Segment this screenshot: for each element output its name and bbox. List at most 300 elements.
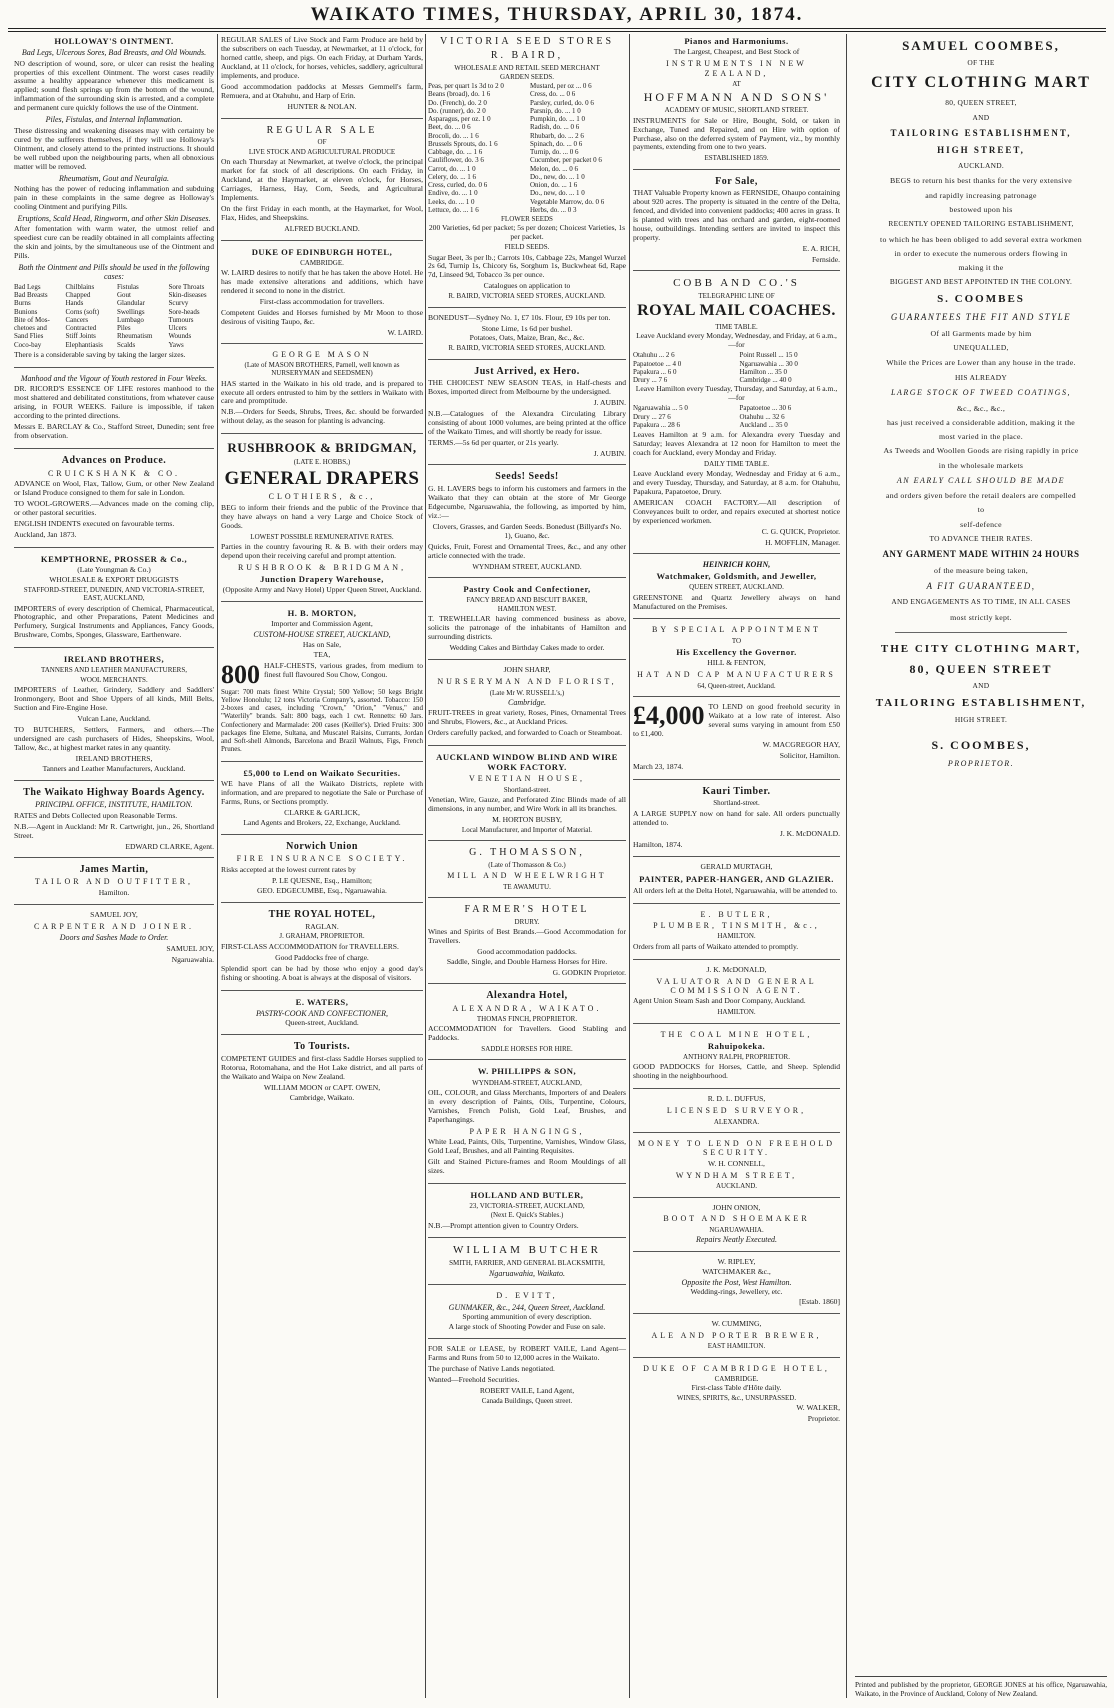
ad-signature: CLARKE & GARLICK, [284, 807, 360, 817]
ad-title: BY SPECIAL APPOINTMENT [652, 625, 821, 635]
ad-date: Auckland, Jan 1873. [14, 530, 77, 540]
ad-body: First-class Table d'Hôte daily. [691, 1383, 782, 1393]
ad-body: First-class accommodation for travellers. [259, 296, 385, 306]
price-item: Cauliflower, do. 3 6 [428, 156, 484, 165]
ad-address: Shortland-street. [503, 785, 551, 794]
list-item: Corns (soft) [65, 307, 100, 316]
ad-subhead: Piles, Fistulas, and Internal Inflammation. [45, 115, 183, 125]
ad-line: bestowed upon his [949, 204, 1013, 214]
ad-title: For Sale, [715, 175, 758, 187]
ad-title: The Waikato Highway Boards Agency. [23, 786, 205, 798]
ad-subtitle: TAILOR AND OUTFITTER, [34, 877, 194, 887]
ad-title: Alexandra Hotel, [486, 989, 568, 1001]
ad-body: Messrs E. BARCLAY & Co., Stafford Street, Dunedin; sent free from observation. [14, 422, 214, 441]
price-item: Radish, do. ... 0 6 [530, 123, 580, 132]
ad-subtitle: Bad Legs, Ulcerous Sores, Bad Breasts, and Old Wounds. [21, 48, 207, 58]
ad-signature: ALFRED BUCKLAND. [284, 223, 360, 233]
ad-title: Kauri Timber. [702, 785, 771, 797]
ad-body: White Lead, Paints, Oils, Turpentine, Varnishes, Window Glass, Gold Leaf, Brushes, and all Painting Requisites. [428, 1137, 626, 1156]
ad-body: After fomentation with warm water, the utmost relief and speediest cure can be readily obtained in all complaints affecting the skin and joints, by the simultaneous use of the Ointment and Pills. [14, 224, 214, 261]
price-item: Parsley, curled, do. 0 6 [530, 98, 594, 107]
column-rule [629, 34, 630, 1698]
list-item: Bad Breasts [14, 291, 48, 300]
ad-address: ACADEMY OF MUSIC, SHORTLAND STREET. [664, 106, 809, 115]
ad-subtitle: SMITH, FARRIER, AND GENERAL BLACKSMITH, [449, 1259, 605, 1268]
duke-cambridge-ad [633, 1364, 840, 1430]
price-item: Endive, do. ... 1 0 [428, 189, 478, 198]
ad-signature: ROBERT VAILE, Land Agent, [479, 1385, 575, 1395]
mason-ad [221, 350, 423, 435]
price-item: Do., new, do. ... 1 0 [530, 189, 585, 198]
ad-line: AND ENGAGEMENTS AS TO TIME, IN ALL CASES [891, 596, 1071, 606]
ad-body: DR. RICORD'S ESSENCE OF LIFE restores manhood to the most shattered and debilitated constitutions, from whatever cause arising, in FOUR WEEKS. Failure is impossible, if taken according to the printed directions. [14, 384, 214, 421]
ad-line: &c., &c., &c., [956, 403, 1006, 413]
masthead-rule-bottom [8, 31, 1106, 32]
ad-signature: R. BAIRD, VICTORIA SEED STORES, AUCKLAND. [448, 292, 606, 301]
norwich-ad [221, 841, 423, 903]
list-item: Tumours [168, 315, 194, 324]
ad-footer: There is a considerable saving by taking the larger sizes. [14, 349, 186, 359]
victoria-seed-ad [428, 36, 626, 308]
list-item: Piles [117, 324, 131, 333]
ad-headline: GUARANTEES THE FIT AND STYLE [890, 311, 1072, 322]
ad-body: Good accommodation paddocks. [477, 946, 577, 956]
ad-subtitle: (Late of MASON BROTHERS, Parnell, well known as NURSERYMAN and SEEDSMEN) [244, 361, 400, 378]
ad-subtitle: LIVE STOCK AND AGRICULTURAL PRODUCE [248, 147, 396, 156]
ad-title: Advances on Produce. [61, 455, 167, 467]
ad-body: A large stock of Shooting Powder and Fuse on sale. [448, 1321, 606, 1331]
ad-body: Saddle, Single, and Double Harness Horses for Hire. [446, 956, 608, 966]
ad-subtitle: NURSERYMAN AND FLORIST, [437, 677, 617, 687]
ad-headline: HOFFMANN AND SONS' [643, 90, 830, 105]
price-item: Parsnip, do. ... 1 0 [530, 106, 581, 115]
column-3 [428, 34, 626, 1698]
ireland-ad [14, 654, 214, 780]
list-item: Lumbago [117, 315, 144, 324]
ad-title: AUCKLAND WINDOW BLIND AND WIRE WORK FACTORY. [436, 752, 618, 773]
ad-address: 80, QUEEN STREET [909, 661, 1053, 676]
ad-signature: J. K. McDONALD. [779, 828, 840, 838]
ad-name: S. COOMBES [937, 292, 1025, 305]
ad-body: Good accommodation paddocks at Messrs Gemmell's farm, Remuera, and at Otahuhu, and Harp of Erin. [221, 81, 423, 100]
ad-subtitle: FIRE INSURANCE SOCIETY. [236, 854, 408, 864]
ad-subtitle: (Late of Thomasson & Co.) [488, 861, 566, 870]
ad-body: BEG to inform their friends and the public of the Province that they have always on hand a very Large and Choice Stock of Goods. [221, 502, 423, 530]
bonedust-ad [428, 314, 626, 360]
ad-body: THAT Valuable Property known as FERNSIDE, Ohaupo containing about 920 acres. The property is situated in the centre of the Delta, fenced, and divided into convenient paddocks; 400 acres in grass. It is planted with trees and has orchard and garden, eight-roomed house, outbuildings. Intending settlers are invited to inspect this property. [633, 188, 840, 243]
ad-subtitle: (LATE E. HOBBS,) [293, 457, 351, 466]
ad-town: EAST HAMILTON. [707, 1342, 766, 1351]
ad-address: QUEEN STREET, AUCKLAND. [689, 583, 784, 592]
price-item: Cress, do. ... 0 6 [530, 90, 576, 99]
ad-headline: A FIT GUARANTEED, [926, 581, 1036, 592]
ad-address: WYNDHAM-STREET, AUCKLAND, [472, 1078, 582, 1087]
fare-item: Otahuhu ... 32 6 [739, 412, 785, 421]
ad-body: These distressing and weakening diseases may with certainty be cured by the sufferers themselves, if they will use Holloway's Ointment, and closely attend to the printed instructions. It should be well rubbed upon the neighbouring parts, when all obnoxious matter will be removed. [14, 125, 214, 171]
ad-town: Ngaruawahia, Waikato. [489, 1268, 565, 1278]
ad-address: WYNDHAM STREET, [675, 1170, 798, 1180]
price-item: Leeks, do. ... 1 0 [428, 197, 475, 206]
fare-table [633, 351, 840, 384]
ad-title: VICTORIA SEED STORES [439, 36, 615, 47]
ad-body: Orders from all parts of Waikato attended to promptly. [633, 941, 799, 951]
ad-signature: P. LE QUESNE, Esq., Hamilton; [272, 875, 372, 885]
ad-title: E. WATERS, [295, 996, 349, 1007]
ad-title: HOLLAND AND BUTLER, [470, 1189, 584, 1200]
hill-fenton-ad [633, 625, 840, 696]
ad-signature: M. HORTON BUSBY, [492, 815, 562, 825]
ad-body: Nothing has the power of reducing inflammation and subduing pain in these complaints in the same degree as Holloway's cooling Ointment and purifying Pills. [14, 183, 214, 211]
ad-signature: E. A. RICH, [802, 244, 840, 254]
ad-body: Catalogues on application to [483, 281, 571, 291]
list-item: Ulcers [168, 324, 187, 333]
list-item: Glandular [117, 299, 145, 308]
ad-town: HAMILTON. [717, 1008, 756, 1017]
ad-title: RUSHBROOK & BRIDGMAN, [237, 562, 407, 572]
price-item: Cucumber, per packet 0 6 [530, 156, 602, 165]
ad-body: GREENSTONE and Quartz Jewellery always on hand Manufactured on the Premises. [633, 592, 840, 611]
ad-title: PAPER HANGINGS, [469, 1126, 585, 1136]
lend-4000-ad [633, 700, 840, 780]
ad-signature: HUNTER & NOLAN. [287, 101, 357, 111]
ad-subtitle: Watchmaker, Goldsmith, and Jeweller, [656, 571, 817, 582]
fare-item: Point Russell ... 15 0 [739, 351, 798, 360]
cumming-ad [633, 1320, 840, 1358]
price-item: Melon, do. ... 0 6 [530, 164, 579, 173]
ad-line: most strictly kept. [950, 612, 1012, 622]
list-item: Burns [14, 299, 31, 308]
coal-mine-hotel-ad [633, 1030, 840, 1090]
ad-signature: IRELAND BROTHERS, [75, 753, 153, 763]
ad-line: and rapidly increasing patronage [925, 190, 1037, 200]
ad-town: TE AWAMUTU. [503, 882, 551, 891]
ad-number: 800 [221, 659, 260, 689]
divider [895, 632, 1067, 633]
ad-subtitle: DAILY TIME TABLE. [704, 459, 769, 468]
ad-title: W. CUMMING, [711, 1318, 762, 1328]
ad-subtitle: (Next E. Quick's Stables.) [490, 1211, 564, 1220]
ad-body: LOWEST POSSIBLE REMUNERATIVE RATES. [250, 532, 394, 541]
price-item: Peas, per quart 1s 3d to 2 0 [428, 82, 504, 91]
ad-body: Stone Lime, 1s 6d per bushel. [481, 323, 573, 333]
ad-town: Hamilton. [98, 887, 130, 897]
ad-proprietor: J. GRAHAM, PROPRIETOR. [279, 932, 365, 941]
ad-body: WE have Plans of all the Waikato Districts, replete with information, and are prepared to negotiate the Sale or Purchase of Farms, Runs, or Sections promptly. [221, 778, 423, 806]
ad-line: and orders given before the retail dealers are compelled [886, 491, 1076, 501]
ad-body: Venetian, Wire, Gauze, and Perforated Zinc Blinds made of all dimensions, in any number, and Wire Work in all its branches. [428, 795, 626, 814]
ad-body: BOOT AND SHOEMAKER [663, 1214, 810, 1224]
ad-subtitle: Junction Drapery Warehouse, [260, 574, 384, 585]
ad-subtitle: WHOLESALE & EXPORT DRUGGISTS [49, 575, 179, 585]
ad-body: Agent Union Steam Sash and Door Company, Auckland. [633, 996, 806, 1006]
ad-body: GOOD PADDOCKS for Horses, Cattle, and Sheep. Splendid shooting in the neighbourhood. [633, 1062, 840, 1081]
ad-subtitle: TO [731, 636, 742, 645]
fare-table [633, 404, 840, 429]
ad-body: ACCOMMODATION for Travellers. Good Stabling and Paddocks. [428, 1024, 626, 1043]
ad-title: R. D. L. DUFFUS, [707, 1094, 766, 1104]
list-item: Fistulas [117, 282, 139, 291]
cobb-coaches-ad [633, 277, 840, 554]
ad-title: WILLIAM BUTCHER [453, 1244, 601, 1257]
kauri-timber-ad [633, 786, 840, 858]
ad-body: N.B.—Orders for Seeds, Shrubs, Trees, &c. should be forwarded without delay, as the season for planting is advancing. [221, 407, 423, 426]
ad-headline: LARGE STOCK OF TWEED COATINGS, [891, 388, 1071, 398]
ad-headline: GENERAL DRAPERS [224, 467, 420, 489]
ad-body: LICENSED SURVEYOR, [666, 1106, 807, 1116]
ad-signature: EDWARD CLARKE, Agent. [125, 841, 214, 851]
price-item: Lettuce, do. ... 1 6 [428, 205, 479, 214]
column-1 [14, 34, 214, 1698]
ad-address: WYNDHAM STREET, AUCKLAND. [472, 562, 582, 571]
ad-subtitle: WOOL MERCHANTS. [80, 675, 148, 684]
ailment-list [14, 283, 214, 349]
price-item: Cabbage, do. ... 1 6 [428, 148, 483, 157]
morton-ad [221, 608, 423, 761]
column-rule [217, 34, 218, 1698]
ad-body: All orders left at the Delta Hotel, Ngaruawahia, will be attended to. [633, 885, 838, 895]
ad-subtitle: GUNMAKER, &c., 244, Queen Street, Auckland. [448, 1302, 606, 1312]
ad-body: Orders carefully packed, and forwarded to Coach or Steamboat. [428, 728, 622, 738]
ad-title: £5,000 to Lend on Waikato Securities. [243, 767, 401, 778]
ad-body: Leave Auckland every Monday, Wednesday, and Friday, at 6 a.m.,—for [636, 331, 837, 350]
ad-line: As Tweeds and Woollen Goods are rising rapidly in price [883, 446, 1079, 456]
price-item: Cress, curled, do. 0 6 [428, 181, 488, 190]
ad-title: H. B. MORTON, [287, 608, 357, 619]
ad-body: IMPORTERS of Leather, Grindery, Saddlery and Saddlers' Ironmongery, Boot and Shoe Uppers of all kinds, Mill Belts, Suction and Fire-Engine Hose. [14, 684, 214, 712]
ad-body: Parties in the country favouring R. & B. with their orders may depend upon their receiving careful and prompt attention. [221, 541, 423, 560]
ad-title: DUKE OF CAMBRIDGE HOTEL, [643, 1363, 830, 1373]
fare-item: Cambridge ... 40 0 [739, 376, 792, 385]
thomasson-ad [428, 847, 626, 898]
ad-body: REGULAR SALES of Live Stock and Farm Produce are held by the subscribers on each Tuesday, at Newmarket, at 11 o'clock, for horned cattle, sheep, and pigs. On each Friday, at Durham Yards, Auckland, at 11 o'clock, for horses, vehicles, saddlery, agricultural implements, and produce. [221, 35, 423, 80]
ad-amount: £4,000 [633, 700, 705, 730]
price-item: Do. (runner), do. 2 0 [428, 106, 486, 115]
alexandra-hotel-ad [428, 990, 626, 1061]
ad-name: S. COOMBES, [931, 738, 1031, 753]
fare-item: Auckland ... 35 0 [739, 420, 788, 429]
sales-ad [221, 36, 423, 119]
ad-line: While the Prices are Lower than any house in the trade. [886, 358, 1076, 368]
ad-line: UNEQUALLED, [953, 342, 1009, 352]
fare-item: Hamilton ... 35 0 [739, 367, 787, 376]
price-item: Vegetable Marrow, do. 0 6 [530, 197, 605, 206]
ad-subtitle: TIME TABLE. [715, 323, 758, 332]
ad-title: J. K. McDONALD, [706, 964, 767, 974]
ad-body: N.B.—Catalogues of the Alexandra Circulating Library consisting of about 1000 volumes, are being printed at the office of the Waikato Times, and will shortly be ready for issue. [428, 409, 626, 437]
ad-body: On the first Friday in each month, at the Haymarket, for Wool, Flax, Hides, and Sheepskins. [221, 203, 423, 222]
ad-body: OIL, COLOUR, and Glass Merchants, Importers of and Dealers in every description of Paints, Oils, Turpentine, Colours, Varnishes, French Polish, Gold Leaf, Brushes, and Paperhangings. [428, 1087, 626, 1124]
ad-name: HILL & FENTON, [707, 658, 766, 668]
ad-name: SAMUEL JOY, [90, 909, 138, 919]
list-item: Contracted [65, 324, 97, 333]
ad-line: PROPRIETOR. [947, 758, 1015, 768]
ad-subtitle: INSTRUMENTS IN NEW ZEALAND, [666, 59, 807, 78]
price-item: Do., new, do. ... 1 0 [530, 172, 585, 181]
ad-body: G. H. LAVERS begs to inform his customers and farmers in the Waikato that they can obtain at the store of Mr George Edgecumbe, Ngaruawahia, the following, as imported by him, viz.:— [428, 483, 626, 520]
ad-title: Manhood and the Vigour of Youth restored in Four Weeks. [20, 373, 208, 383]
ad-subtitle: VENETIAN HOUSE, [468, 774, 586, 784]
ad-body: Leave Hamilton every Tuesday, Thursday, and Saturday, at 6 a.m.,—for [635, 384, 838, 403]
ad-body: Wines and Spirits of Best Brands.—Good Accommodation for Travellers. [428, 927, 626, 945]
ad-date: [Estab. 1860] [799, 1296, 840, 1306]
ad-town: Rahuipokeka. [707, 1041, 766, 1052]
ad-line: AND [972, 680, 990, 690]
ad-title: FARMER'S HOTEL [464, 903, 590, 915]
ripley-ad [633, 1258, 840, 1314]
highway-ad [14, 787, 214, 858]
ad-body: SADDLE HORSES FOR HIRE. [481, 1045, 573, 1054]
ad-body: PLUMBER, TINSMITH, &c., [653, 920, 820, 930]
ad-signature: Land Agents and Brokers, 22, Exchange, Auckland. [243, 817, 401, 827]
list-item: Elephantiasis [65, 340, 103, 349]
ad-date: Hamilton, 1874. [633, 839, 683, 849]
masthead-rule-top [8, 28, 1106, 29]
kempthorne-ad [14, 554, 214, 648]
ad-body: ALE AND PORTER BREWER, [651, 1330, 822, 1340]
ad-title: SAMUEL COOMBES, [902, 38, 1060, 53]
ad-town: CAMBRIDGE. [714, 1374, 759, 1383]
ad-subtitle: Importer and Commission Agent, [271, 619, 373, 629]
ad-title: Pianos and Harmoniums. [684, 36, 789, 46]
ad-headline: ANY GARMENT MADE WITHIN 24 HOURS [882, 549, 1080, 560]
arrived-ad [428, 366, 626, 465]
ad-title: JOHN ONION, [712, 1202, 761, 1212]
ad-address: 23, VICTORIA-STREET, AUCKLAND, [469, 1202, 585, 1211]
ad-subtitle: FIELD SEEDS. [504, 243, 550, 252]
list-item: Sand Flies [14, 332, 44, 341]
holloway-ad [14, 36, 214, 368]
ad-date: March 23, 1874. [633, 761, 684, 771]
ad-subtitle: Has on Sale, [302, 639, 342, 649]
ad-body: Gilt and Stained Picture-frames and Room Mouldings of all sizes. [428, 1156, 626, 1175]
ad-town: ALEXANDRA. [713, 1117, 760, 1126]
ad-body: Sporting ammunition of every description. [462, 1312, 592, 1321]
sharp-ad [428, 666, 626, 746]
ad-title: JOHN SHARP, [503, 665, 551, 675]
list-item: Bite of Mos- [14, 315, 50, 324]
fare-item: Drury ... 7 6 [633, 376, 668, 385]
price-item: Do. (French), do. 2 0 [428, 98, 487, 107]
seed-price-list [428, 82, 626, 214]
ad-address: 64, Queen-street, Auckland. [697, 681, 776, 690]
ad-title: THE ROYAL HOTEL, [268, 908, 376, 920]
ad-firm: CRUICKSHANK & CO. [47, 468, 181, 478]
ad-signature: R. BAIRD, VICTORIA SEED STORES, AUCKLAND. [448, 344, 606, 353]
ad-body: ENGLISH INDENTS executed on favourable terms. [14, 519, 175, 529]
fare-item: Ngaruawahia ... 5 0 [633, 404, 688, 413]
list-item: Bad Legs [14, 282, 41, 291]
ad-subtitle: OF [317, 138, 327, 147]
ad-line: AND [972, 112, 990, 122]
ad-address: 80, QUEEN STREET, [945, 97, 1017, 107]
ad-body: PAINTER, PAPER-HANGER, AND GLAZIER. [639, 874, 834, 885]
fare-item: Otahuhu ... 2 6 [633, 351, 675, 360]
ad-title: KEMPTHORNE, PROSSER & Co., [40, 553, 188, 564]
ad-title: RUSHBROOK & BRIDGMAN, [227, 440, 417, 456]
ad-title: HEINRICH KOHN, [702, 559, 771, 569]
murtagh-ad [633, 863, 840, 903]
ad-subtitle: TELEGRAPHIC LINE OF [698, 292, 775, 301]
ad-body: FOR SALE or LEASE, by ROBERT VAILE, Land Agent—Farms and Runs from 50 to 12,000 acres in the Waikato. [428, 1343, 626, 1362]
ad-line: Of all Garments made by him [930, 328, 1032, 338]
ad-line: has just received a considerable addition, making it the [886, 418, 1076, 427]
butcher-ad [428, 1244, 626, 1285]
ad-body: N.B.—Agent in Auckland: Mr R. Cartwright, jun., 26, Shortland Street. [14, 821, 214, 840]
printer-imprint: Printed and published by the proprietor, GEORGE JONES at his office, Ngaruawahia, Waikato, in the Province of Auckland, Colony of New Zealand. [855, 1676, 1107, 1698]
butler-ad [633, 910, 840, 960]
ad-title: DUKE OF EDINBURGH HOTEL, [251, 246, 393, 257]
ad-signature: J. AUBIN. [593, 449, 626, 459]
regular-sale-ad [221, 125, 423, 241]
ad-body: ADVANCE on Wool, Flax, Tallow, Gum, or other New Zealand or Island Produce consigned to them for sale in London. [14, 479, 214, 498]
ad-subtitle: AT [732, 79, 741, 88]
ad-town: CAMBRIDGE. [300, 258, 344, 267]
ad-town: RAGLAN. [305, 921, 339, 931]
ad-title: D. EVITT, [496, 1291, 558, 1301]
ad-subtitle: FANCY BREAD AND BISCUIT BAKER, [466, 595, 588, 604]
ad-body: BONEDUST—Sydney No. 1, £7 10s. Flour, £9 10s per ton. [428, 312, 611, 322]
ad-title: Seeds! Seeds! [495, 471, 559, 483]
ad-body: N.B.—Prompt attention given to Country Orders. [428, 1220, 579, 1230]
evitt-ad [428, 1291, 626, 1339]
ad-body: Leave Auckland every Monday, Wednesday and Friday at 6 a.m., and every Tuesday, Thursday, and Saturday, at 8 a.m. for Otahuhu, Papakura, Papatoetoe, Drury. [633, 469, 840, 497]
ad-body: IMPORTERS of every description of Chemical, Pharmaceutical, Photographic, and other Preparations, Patent Medicines and Perfumery, Surgical Instruments and Appliances, Fancy Goods, Brushware, Combs, Sponges, Glassware, Earthenware. [14, 603, 214, 640]
ad-address: Opposite the Post, West Hamilton. [681, 1277, 792, 1287]
ad-body: Leaves Hamilton at 9 a.m. for Alexandra every Tuesday and Saturday; leaves Alexandra at 12 noon for Hamilton to meet the coach for Auckland, every Monday and Friday. [633, 430, 840, 457]
ad-signature: Canada Buildings, Queen street. [481, 1396, 573, 1405]
ad-body: Sugar Beet, 3s per lb.; Carrots 10s, Cabbage 22s, Mangel Wurzel 2s 6d, Turnip 1s, Chicory 6s, Sorghum 1s, Buckwheat 6d, Rape 7d, Linseed 9d, Tobacco 3s per ounce. [428, 252, 626, 280]
ad-title: THE COAL MINE HOTEL, [660, 1029, 813, 1039]
ad-subtitle: Doors and Sashes Made to Order. [59, 933, 169, 943]
ad-body: MONEY TO LEND ON FREEHOLD SECURITY. [637, 1139, 836, 1158]
ad-address: STAFFORD-STREET, DUNEDIN, AND VICTORIA-STREET, EAST, AUCKLAND, [23, 586, 205, 603]
price-item: Spinach, do. ... 0 6 [530, 139, 583, 148]
ad-town: AUCKLAND. [957, 160, 1004, 170]
ad-title: HOLLOWAY'S OINTMENT. [54, 36, 174, 46]
ad-signature: Fernside. [811, 255, 840, 265]
masthead: WAIKATO TIMES, THURSDAY, APRIL 30, 1874. [310, 4, 804, 25]
ad-line: to which he has been obliged to add several extra workmen [880, 234, 1082, 244]
ad-body: Splendid sport can be had by those who enjoy a good day's fishing or shooting. A boat is always at the disposal of visitors. [221, 963, 423, 982]
column-2 [221, 34, 423, 1698]
fare-item: Papakura ... 28 6 [633, 420, 681, 429]
fare-item: Papatoetoe ... 30 6 [739, 404, 792, 413]
ad-town: HAMILTON. [717, 932, 756, 941]
ad-headline: THE CITY CLOTHING MART, [880, 642, 1082, 655]
ad-title: Pastry Cook and Confectioner, [463, 583, 591, 594]
ad-signature: J. AUBIN. [593, 398, 626, 408]
ad-body: HALF-CHESTS, various grades, from medium to finest full flavoured Sou Chow, Congou. [264, 660, 423, 679]
rushbrook-ad [221, 440, 423, 602]
ad-subtitle: PRINCIPAL OFFICE, INSTITUTE, HAMILTON. [35, 800, 193, 810]
ad-line: BEGS to return his best thanks for the very extensive [890, 176, 1072, 186]
fare-item: Papakura ... 6 0 [633, 367, 677, 376]
ad-signature: W. MACGREGOR HAY, [762, 739, 840, 749]
ad-body: COMPETENT GUIDES and first-class Saddle Horses supplied to Rotorua, Rotomahana, and the Hot Lake district, and all parts of the Waikato and Waipa on New Zealand. [221, 1053, 423, 1081]
column-rule [425, 34, 426, 1698]
manhood-ad [14, 374, 214, 449]
column-rule [846, 34, 847, 1698]
list-item: Gout [117, 291, 131, 300]
ad-town: NGARUAWAHIA. [709, 1225, 764, 1234]
ad-town: HAMILTON WEST. [497, 605, 557, 614]
ad-body: MILL AND WHEELWRIGHT [447, 871, 607, 881]
ad-title: W. PHILLIPPS & SON, [477, 1066, 577, 1077]
ad-subtitle: (Late Mr W. RUSSELL's,) [489, 688, 565, 697]
ad-body: VALUATOR AND GENERAL COMMISSION AGENT. [656, 976, 817, 995]
kohn-ad [633, 560, 840, 620]
ad-body: TO BUTCHERS, Settlers, Farmers, and others.—The undersigned are cash purchasers of Hides, Sheepskins, Wool, Tallow, &c., at highest market rates in any quantity. [14, 724, 214, 752]
